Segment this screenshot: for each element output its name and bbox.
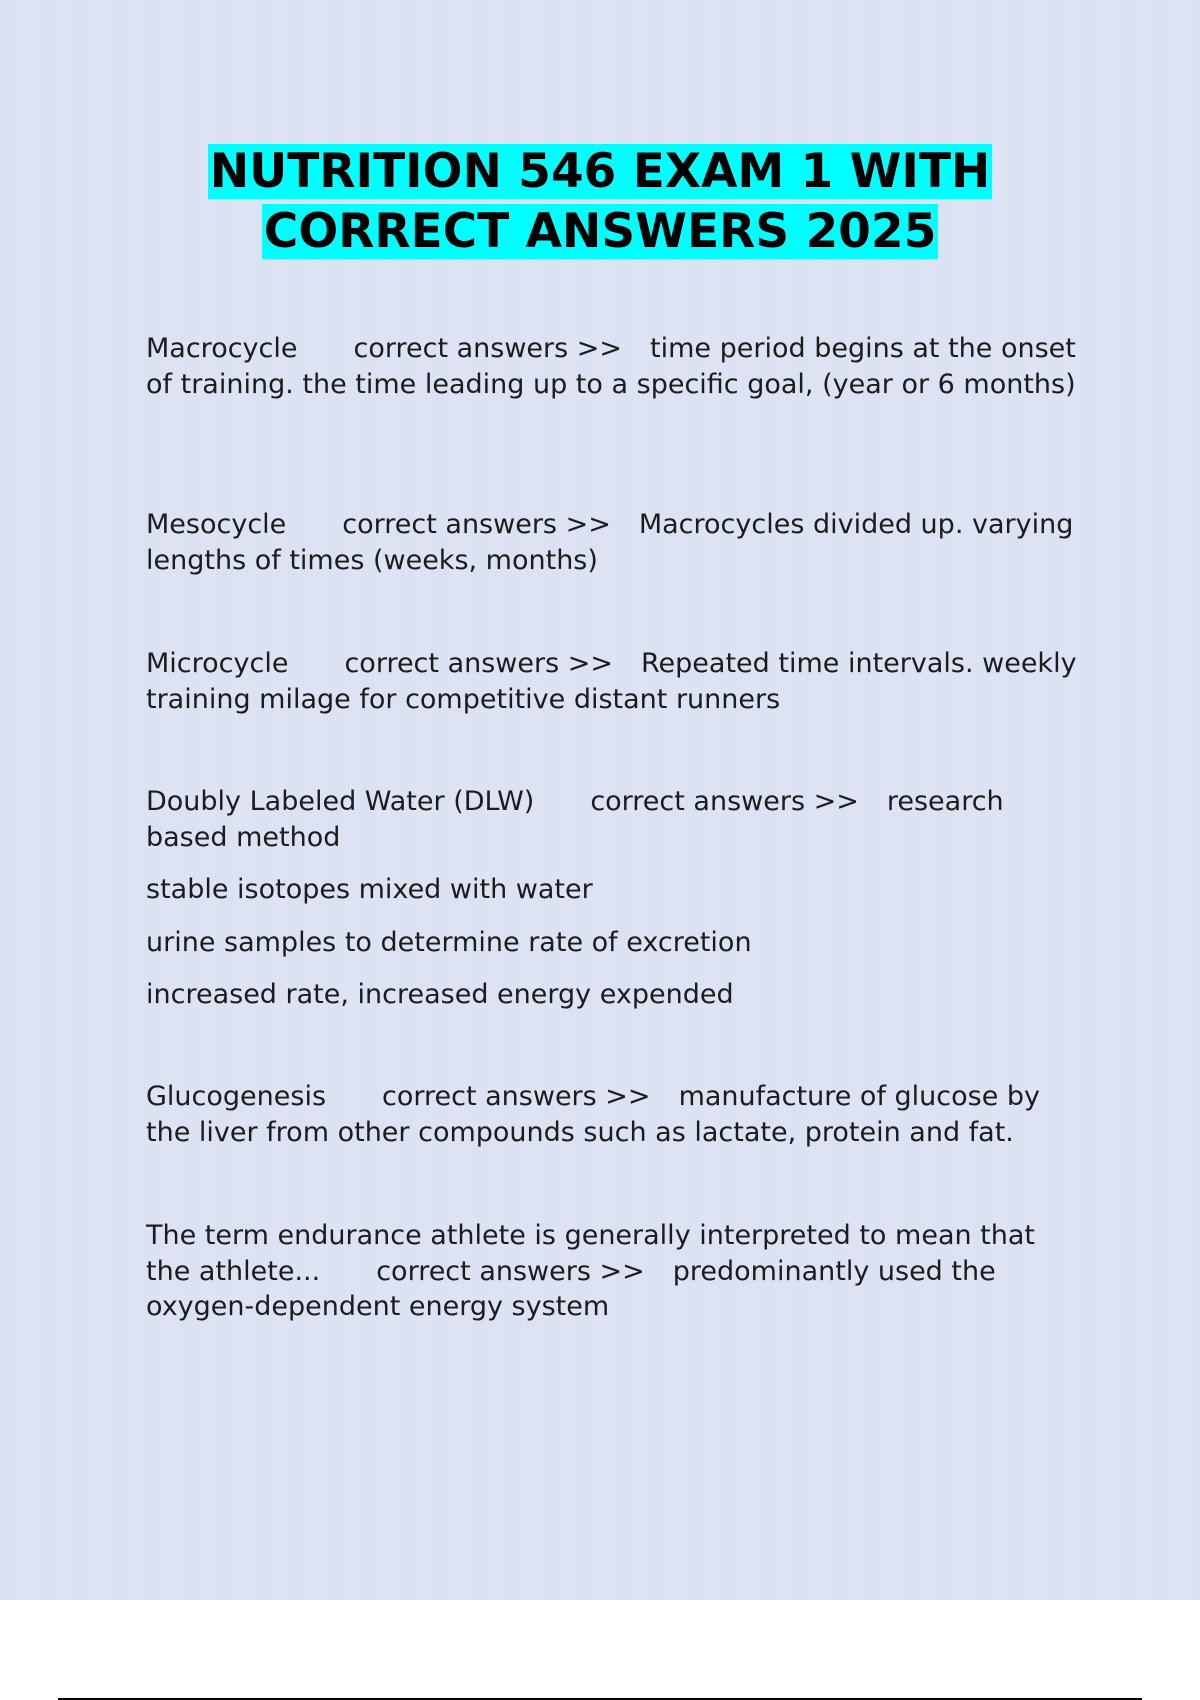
answer: research based method [146,786,1004,853]
separator: correct answers >> [342,509,611,540]
answer: predominantly used the oxygen-dependent energy system [146,1255,996,1322]
answer-detail-line: increased rate, increased energy expended [146,979,734,1010]
separator: correct answers >> [382,1081,651,1112]
qa-entry-macrocycle [146,331,1086,402]
term: Glucogenesis [146,1081,327,1112]
title-line-1: NUTRITION 546 EXAM 1 WITH [209,144,991,199]
answer: time period begins at the onset of training. the time leading up to a specific goal, (year or 6 months) [146,333,1076,400]
title-line-2: CORRECT ANSWERS 2025 [263,204,937,259]
page-title [0,142,1200,262]
separator: correct answers >> [353,333,623,364]
answer: manufacture of glucose by the liver from other compounds such as lactate, protein and fat. [146,1081,1041,1148]
qa-entry-endurance-athlete [146,1218,1086,1325]
answer-detail-line: stable isotopes mixed with water [146,874,593,905]
qa-entry-microcycle [146,646,1086,717]
separator: correct answers >> [376,1255,645,1287]
answer-detail-line: urine samples to determine rate of excretion [146,926,752,958]
separator: correct answers >> [590,786,859,817]
separator: correct answers >> [344,648,613,679]
answer: Repeated time intervals. weekly training milage for competitive distant runners [146,648,1077,715]
term: Microcycle [146,648,289,679]
term: The term endurance athlete is generally interpreted to mean that the athlete... [146,1220,1036,1287]
qa-entry-glucogenesis [146,1079,1086,1150]
qa-entry-mesocycle [146,507,1086,578]
qa-entry-dlw-main [146,784,1086,855]
term: Macrocycle [146,333,298,364]
answer: Macrocycles divided up. varying lengths of times (weeks, months) [146,509,1074,576]
term: Doubly Labeled Water (DLW) [146,786,535,817]
term: Mesocycle [146,509,287,540]
qa-entry-dlw [146,784,1086,1013]
